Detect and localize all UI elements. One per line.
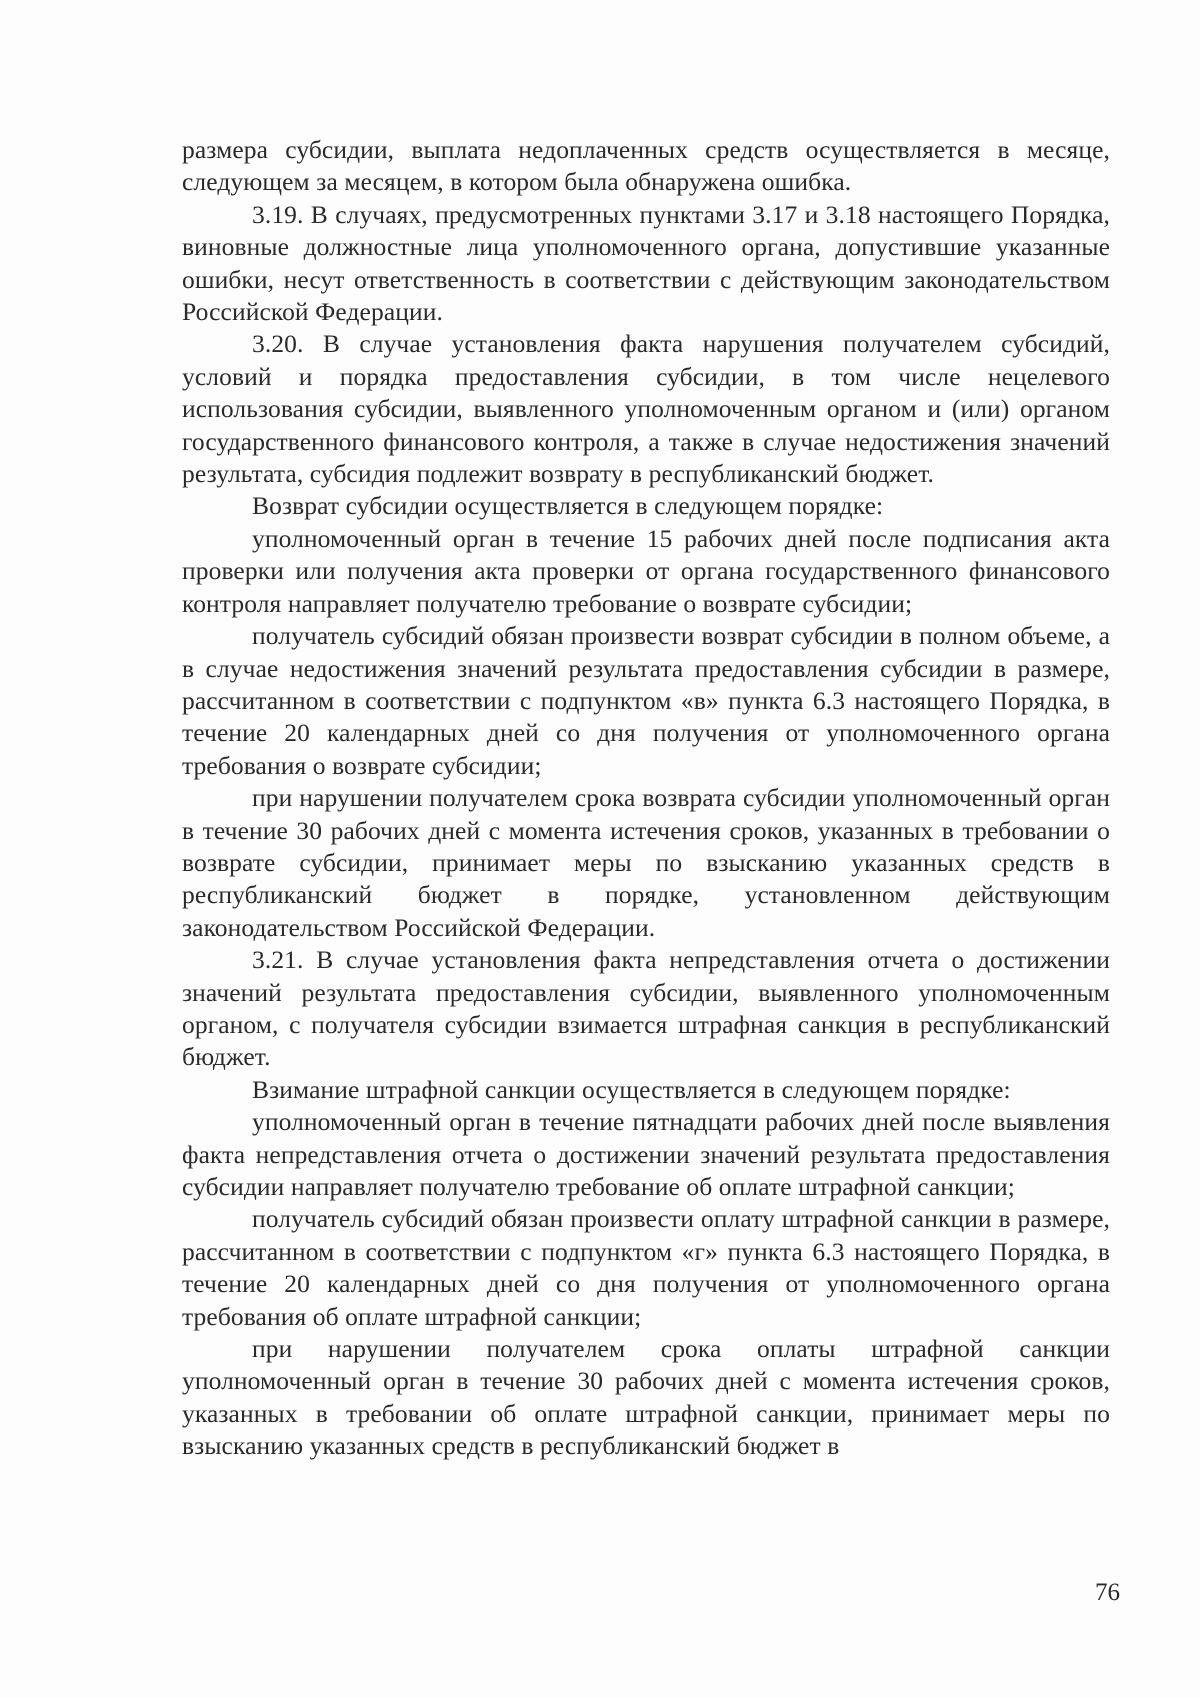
body-text [182, 134, 1110, 1463]
paragraph-refund-step-1: уполномоченный орган в течение 15 рабочих дней после подписания акта проверки или получения акта проверки от органа государственного финансового контроля направляет получателю требование о возврате субсидии; [182, 523, 1110, 618]
paragraph-3-20: 3.20. В случае установления факта нарушения получателем субсидий, условий и порядка предоставления субсидии, в том числе нецелевого использования субсидии, выявленного уполномоченным органом и (или) органом государственного финансового контроля, а также в случае недостижения значений результата, субсидия подлежит возврату в республиканский бюджет. [182, 329, 1110, 489]
paragraph-3-21: 3.21. В случае установления факта непредставления отчета о достижении значений результата предоставления субсидии, выявленного уполномоченным органом, с получателя субсидии взимается штрафная санкция в республиканский бюджет. [182, 945, 1110, 1072]
paragraph-3-19: 3.19. В случаях, предусмотренных пунктами 3.17 и 3.18 настоящего Порядка, виновные должностные лица уполномоченного органа, допустившие указанные ошибки, несут ответственность в соответствии с действующим законодательством Российской Федерации. [182, 199, 1110, 327]
paragraph-penalty-step-2: получатель субсидий обязан произвести оплату штрафной санкции в размере, рассчитанном в соответствии с подпунктом «г» пункта 6.3 настоящего Порядка, в течение 20 календарных дней со дня получения от уполномоченного органа требования об оплате штрафной санкции; [182, 1204, 1110, 1331]
paragraph-refund-step-3: при нарушении получателем срока возврата субсидии уполномоченный орган в течение 30 рабочих дней с момента истечения сроков, указанных в требовании о возврате субсидии, принимает меры по взысканию указанных средств в республиканский бюджет в порядке, установленном действующим законодательством Российской Федерации. [182, 783, 1110, 942]
paragraph-refund-step-2: получатель субсидий обязан произвести возврат субсидии в полном объеме, а в случае недостижения значений результата предоставления субсидии в размере, рассчитанном в соответствии с подпунктом «в» пункта 6.3 настоящего Порядка, в течение 20 календарных дней со дня получения от уполномоченного органа требования о возврате субсидии; [182, 621, 1110, 780]
page-number: 76 [1095, 1579, 1120, 1606]
paragraph-penalty-step-3: при нарушении получателем срока оплаты штрафной санкции уполномоченный орган в течение 30 рабочих дней с момента истечения сроков, указанных в требовании об оплате штрафной санкции, принимает меры по взысканию указанных средств в республиканский бюджет в [182, 1334, 1110, 1461]
paragraph-refund-order: Возврат субсидии осуществляется в следующем порядке: [252, 491, 884, 521]
paragraph-penalty-order: Взимание штрафной санкции осуществляется в следующем порядке: [252, 1074, 1011, 1104]
paragraph-continuation: размера субсидии, выплата недоплаченных средств осуществляется в месяце, следующем за месяцем, в котором была обнаружена ошибка. [182, 135, 1110, 197]
paragraph-penalty-step-1: уполномоченный орган в течение пятнадцати рабочих дней после выявления факта непредставления отчета о достижении значений результата предоставления субсидии направляет получателю требование об оплате штрафной санкции; [182, 1107, 1110, 1201]
